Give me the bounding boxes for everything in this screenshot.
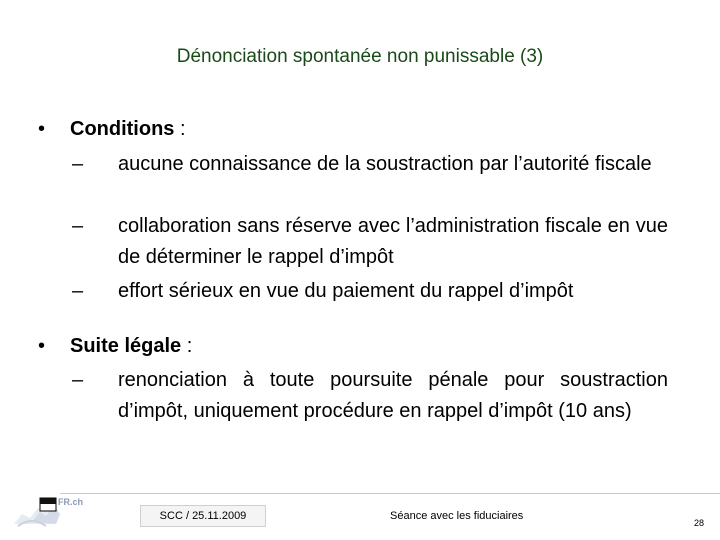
bullet-heading [70,335,192,358]
bullet-marker: • [38,335,46,357]
bullet-heading-colon: : [174,118,186,140]
page-number: 28 [694,518,705,528]
bullet-heading [70,118,186,141]
bullet-heading-bold: Conditions [70,118,175,140]
sub-item-text: collaboration sans réserve avec l’administration fiscale en vue de déterminer le rappel d’impôt [118,215,668,268]
footer-date: SCC / 25.11.2009 [140,505,266,527]
sub-item-text: effort sérieux en vue du paiement du rappel d’impôt [118,280,574,302]
dash-marker: – [72,280,84,302]
sub-item-text: aucune connaissance de la soustraction par l’autorité fiscale [118,153,652,175]
footer-event: Séance avec les fiduciaires [390,510,524,522]
bullet-heading-colon: : [181,335,193,357]
dash-marker: – [72,215,84,237]
sub-item-condition-2 [72,211,668,273]
bullet-heading-bold: Suite légale [70,335,182,357]
sub-item-text: renonciation à toute poursuite pénale pour soustraction d’impôt, uniquement procédure en rappel d’impôt (10 ans) [118,369,668,422]
logo-text: FR.ch [58,497,84,507]
sub-item-condition-1 [72,149,668,180]
sub-item-suite-1 [72,365,668,427]
dash-marker: – [72,153,84,175]
footer-divider [60,493,720,494]
bullet-marker: • [38,118,46,140]
sub-item-condition-3 [72,276,668,307]
slide-title: Dénonciation spontanée non punissable (3) [176,46,544,67]
dash-marker: – [72,369,84,391]
